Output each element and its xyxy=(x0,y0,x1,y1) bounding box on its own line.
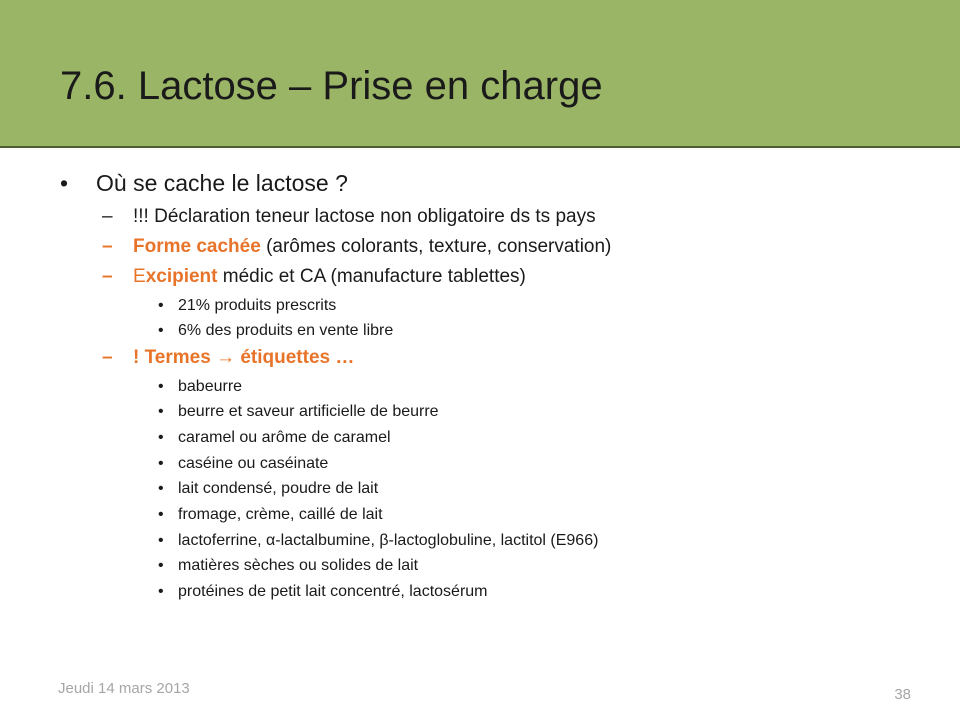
sub-item-text: lait condensé, poudre de lait xyxy=(178,480,379,497)
sub-item-text: matières sèches ou solides de lait xyxy=(178,557,419,574)
bullet-icon: • xyxy=(158,322,164,339)
bullet-icon: • xyxy=(158,480,164,497)
sub-list-item xyxy=(158,557,418,575)
footer-date: Jeudi 14 mars 2013 xyxy=(58,680,190,697)
page-number: 38 xyxy=(894,686,911,703)
slide-title: 7.6. Lactose – Prise en charge xyxy=(60,64,603,108)
item4-emphasis: ! Termes → étiquettes … xyxy=(133,347,355,368)
sub-list-item xyxy=(158,532,598,550)
sub-list-item xyxy=(158,583,488,601)
sub-item-text: caramel ou arôme de caramel xyxy=(178,429,391,446)
item3-rest: médic et CA (manufacture tablettes) xyxy=(217,266,526,287)
dash-icon: – xyxy=(102,206,113,227)
sub-list-item xyxy=(158,455,328,473)
sub-list-item xyxy=(158,378,242,396)
bullet-icon: • xyxy=(158,557,164,574)
sub-item-text: 6% des produits en vente libre xyxy=(178,322,394,339)
sub-list-item xyxy=(158,480,378,498)
dash-icon: – xyxy=(102,266,113,287)
bullet-icon: • xyxy=(158,583,164,600)
dash-icon: – xyxy=(102,236,113,257)
main-bullet-text: Où se cache le lactose ? xyxy=(96,170,348,196)
bullet-icon: • xyxy=(60,170,69,196)
sub-list-item xyxy=(158,322,393,340)
item3-emphasis: xcipient xyxy=(145,266,218,287)
sub-item-text: lactoferrine, α-lactalbumine, β-lactoglobuline, lactitol (E966) xyxy=(178,532,599,549)
bullet-icon: • xyxy=(158,378,164,395)
main-bullet xyxy=(60,170,348,197)
item2-emphasis: Forme cachée xyxy=(133,236,261,257)
sub-list-item xyxy=(158,403,439,421)
bullet-icon: • xyxy=(158,297,164,314)
sub-item-text: protéines de petit lait concentré, lactosérum xyxy=(178,583,488,600)
bullet-icon: • xyxy=(158,455,164,472)
list-item xyxy=(102,347,354,369)
list-item xyxy=(102,266,526,288)
bullet-icon: • xyxy=(158,506,164,523)
list-item xyxy=(102,206,596,228)
sub-item-text: fromage, crème, caillé de lait xyxy=(178,506,383,523)
dash-icon: – xyxy=(102,347,113,368)
sub-list-item xyxy=(158,297,336,315)
bullet-icon: • xyxy=(158,532,164,549)
list-item xyxy=(102,236,611,258)
item2-rest: (arômes colorants, texture, conservation) xyxy=(260,236,612,257)
sub-item-text: babeurre xyxy=(178,378,243,395)
sub-list-item xyxy=(158,506,383,524)
bullet-icon: • xyxy=(158,403,164,420)
sub-list-item xyxy=(158,429,391,447)
item1-text: !!! Déclaration teneur lactose non obligatoire ds ts pays xyxy=(133,206,596,227)
item3-first-letter: E xyxy=(133,266,146,287)
sub-item-text: caséine ou caséinate xyxy=(178,455,329,472)
bullet-icon: • xyxy=(158,429,164,446)
sub-item-text: beurre et saveur artificielle de beurre xyxy=(178,403,439,420)
sub-item-text: 21% produits prescrits xyxy=(178,297,337,314)
